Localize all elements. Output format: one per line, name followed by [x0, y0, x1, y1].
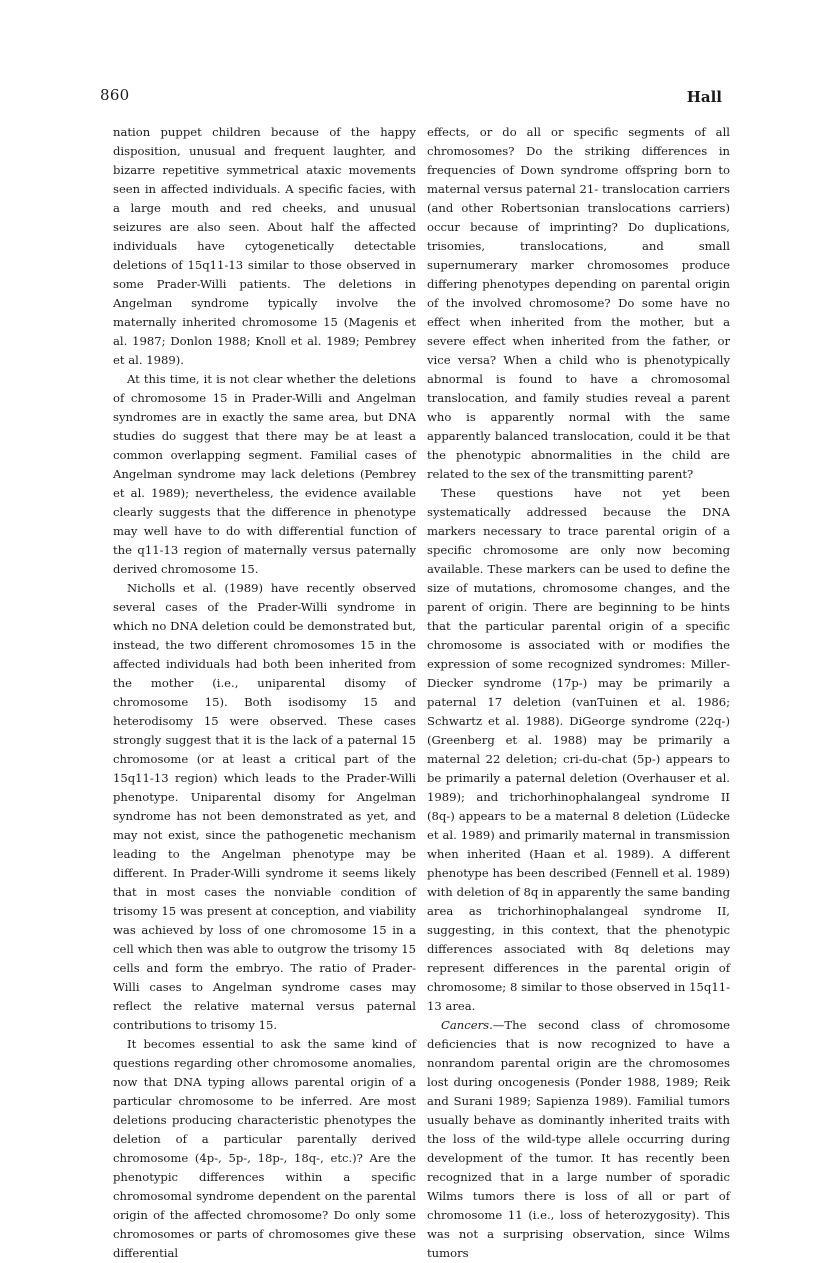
- section-run-in-heading: Cancers.: [441, 1018, 493, 1032]
- running-head: Hall: [686, 88, 722, 106]
- paragraph-text: —The second class of chromosome deficiencies that is now recognized to have a nonrandom parental origin are the chromosomes lost during oncogenesis (Ponder 1988, 1989; Reik and Surani 1989; Sapienza 1989). Familial tumors usually behave as dominantly inherited traits with the loss of the wild-type allele occurring during development of the tumor. It has recently been recognized that in a large number of sporadic Wilms tumors there is loss of all or part of chromosome 11 (i.e., loss of heterozygosity). This was not a surprising observation, since Wilms tumors: [427, 1018, 730, 1260]
- page-number: 860: [100, 86, 130, 104]
- paragraph: At this time, it is not clear whether the deletions of chromosome 15 in Prader-Willi and Angelman syndromes are in exactly the same area, but DNA studies do suggest that there may be at least a common overlapping segment. Familial cases of Angelman syndrome may lack deletions (Pembrey et al. 1989); nevertheless, the evidence available clearly suggests that the difference in phenotype may well have to do with differential function of the q11-13 region of maternally versus paternally derived chromosome 15.: [113, 372, 416, 576]
- paragraph: nation puppet children because of the happy disposition, unusual and frequent laughter, and bizarre repetitive symmetrical ataxic movements seen in affected individuals. A specific facies, with a large mouth and red cheeks, and unusual seizures are also seen. About half the affected individuals have cytogenetically detectable deletions of 15q11-13 similar to those observed in some Prader-Willi patients. The deletions in Angelman syndrome typically involve the maternally inherited chromosome 15 (Magenis et al. 1987; Donlon 1988; Knoll et al. 1989; Pembrey et al. 1989).: [113, 125, 416, 367]
- left-column: [113, 123, 416, 1263]
- paragraph: It becomes essential to ask the same kind of questions regarding other chromosome anomalies, now that DNA typing allows parental origin of a particular chromosome to be inferred. Are most deletions producing characteristic phenotypes the deletion of a particular parentally derived chromosome (4p-, 5p-, 18p-, 18q-, etc.)? Are the phenotypic differences within a specific chromosomal syndrome dependent on the parental origin of the affected chromosome? Do only some chromosomes or parts of chromosomes give these differential: [113, 1037, 416, 1260]
- cancers-paragraph: [427, 1016, 730, 1263]
- paragraph: effects, or do all or specific segments of all chromosomes? Do the striking differences in frequencies of Down syndrome offspring born to maternal versus paternal 21- translocation carriers (and other Robertsonian translocations carriers) occur because of imprinting? Do duplications, trisomies, translocations, and small supernumerary marker chromosomes produce differing phenotypes depending on parental origin of the involved chromosome? Do some have no effect when inherited from the mother, but a severe effect when inherited from the father, or vice versa? When a child who is phenotypically abnormal is found to have a chromosomal translocation, and family studies reveal a parent who is apparently normal with the same apparently balanced translocation, could it be that the phenotypic abnormalities in the child are related to the sex of the transmitting parent?: [427, 125, 730, 481]
- paragraph: Nicholls et al. (1989) have recently observed several cases of the Prader-Willi syndrome in which no DNA deletion could be demonstrated but, instead, the two different chromosomes 15 in the affected individuals had both been inherited from the mother (i.e., uniparental disomy of chromosome 15). Both isodisomy 15 and heterodisomy 15 were observed. These cases strongly suggest that it is the lack of a paternal 15 chromosome (or at least a critical part of the 15q11-13 region) which leads to the Prader-Willi phenotype. Uniparental disomy for Angelman syndrome has not been demonstrated as yet, and may not exist, since the pathogenetic mechanism leading to the Angelman phenotype may be different. In Prader-Willi syndrome it seems likely that in most cases the nonviable condition of trisomy 15 was present at conception, and viability was achieved by loss of one chromosome 15 in a cell which then was able to outgrow the trisomy 15 cells and form the embryo. The ratio of Prader-Willi cases to Angelman syndrome cases may reflect the relative maternal versus paternal contributions to trisomy 15.: [113, 581, 416, 1032]
- right-column: [427, 123, 730, 1263]
- paragraph: These questions have not yet been systematically addressed because the DNA markers necessary to trace parental origin of a specific chromosome are only now becoming available. These markers can be used to define the size of mutations, chromosome changes, and the parent of origin. There are beginning to be hints that the particular parental origin of a specific chromosome is associated with or modifies the expression of some recognized syndromes: Miller-Diecker syndrome (17p-) may be primarily a paternal 17 deletion (vanTuinen et al. 1986; Schwartz et al. 1988). DiGeorge syndrome (22q-) (Greenberg et al. 1988) may be primarily a maternal 22 deletion; cri-du-chat (5p-) appears to be primarily a paternal deletion (Overhauser et al. 1989); and trichorhinophalangeal syndrome II (8q-) appears to be a maternal 8 deletion (Lüdecke et al. 1989) and primarily maternal in transmission when inherited (Haan et al. 1989). A different phenotype has been described (Fennell et al. 1989) with deletion of 8q in apparently the same banding area as trichorhinophalangeal syndrome II, suggesting, in this context, that the phenotypic differences associated with 8q deletions may represent differences in the parental origin of chromosome; 8 similar to those observed in 15q11-13 area.: [427, 486, 730, 1013]
